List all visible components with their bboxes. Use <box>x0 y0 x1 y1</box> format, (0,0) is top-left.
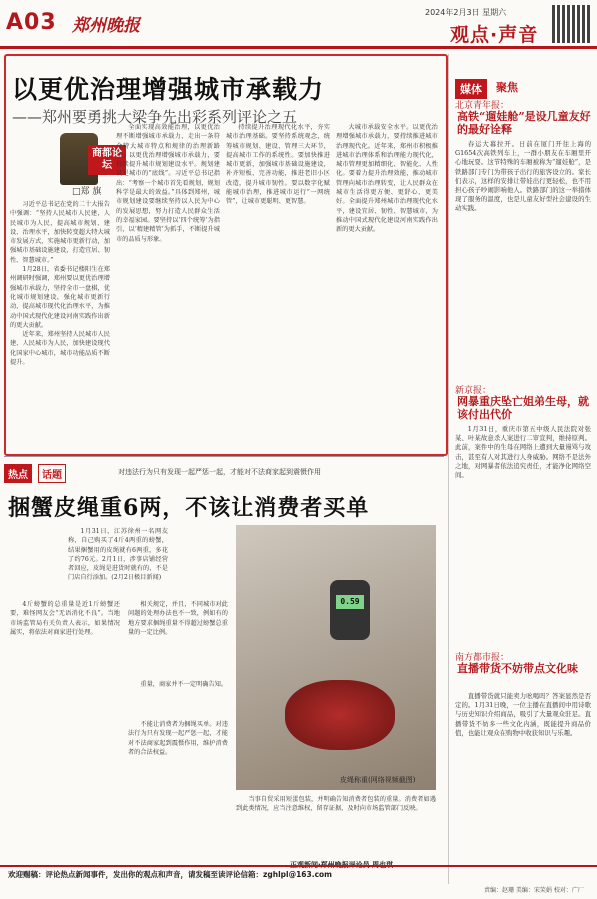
media-body <box>455 692 591 738</box>
crab-column-5 <box>236 795 436 814</box>
crab-paragraph: 不能让消费者为捆绳买单。对违法行为只有发现一起严惩一起，才能对不法商家起到震慑作用，维护消费者的合法权益。 <box>128 721 228 756</box>
crab-paragraph: 1月31日，江苏徐州一名网友称，自己购买了4斤4两重的螃蟹，结果捆蟹用的皮绳就有6两重，多花了约76元。2月1日，涉事店铺经营者回应，皮绳是进货时就有的，不是门店自行添加。(2月2日极目新闻) <box>68 528 168 582</box>
qr-code-icon <box>552 5 590 43</box>
lead-paragraph: 持续提升治理现代化水平，夯实城市治理基础。要坚持系统观念，统筹城市规划、建设、管理三大环节，提高城市工作的系统性。要加快推进城市更新，加强城市基础设施建设，补齐短板，完善功能，推进老旧小区改造，提升城市韧性。要以数字化赋能城市治理，推进城市运行“一网统管”，让城市更聪明、更智慧。 <box>226 124 330 206</box>
lead-paragraph: 1月28日，省委书记楼阳生在郑州调研时强调，郑州要以更优治理增强城市承载力，坚持全市一盘棋，优化城市规划建设，强化城市更新行动，提高城市现代化治理水平，为推动中国式现代化建设河南实践作出新的更大贡献。 <box>10 266 110 329</box>
section-title: 观点·声音 <box>450 24 539 46</box>
lead-title: 以更优治理增强城市承载力 <box>12 75 325 104</box>
crab-lead <box>68 527 168 583</box>
crab-paragraph: 重量，商家并不一定明确告知。 <box>140 681 228 688</box>
media-body <box>455 140 591 214</box>
hot-tag: 热点 <box>4 464 32 483</box>
media-tag: 媒体 <box>455 79 487 99</box>
header-date: 2024年2月3日 星期六 <box>425 8 507 17</box>
media-source: 南方都市报： <box>455 653 510 663</box>
scale-icon <box>330 580 370 640</box>
paper-name: 郑州晚报 <box>72 16 140 36</box>
header-rule <box>0 46 597 49</box>
hot-description: 对违法行为只有发现一起严惩一起，才能对不法商家起到震慑作用 <box>118 468 321 476</box>
media-source: 新京报： <box>455 386 492 396</box>
crab-icon <box>285 680 395 750</box>
lead-paragraph: 全面实现高效能治理，以更优治理不断增强城市承载力，走出一条符合特大城市特点和规律的治理新路子。以更优治理增强城市承载力，要持续提升城市规划建设水平。规划建设是城市的“底线”。习近平总书记指出：“考察一个城市首先看规划，规划科学是最大的效益。”具体到郑州，城市规划建设要继续坚持以人民为中心的发展思想，努力打造人民群众生活的幸福家园。要坚持以‘四个统筹’为指引，以‘精建精管’为抓手，不断提升城市的品质与形象。 <box>116 124 220 243</box>
footer-credit: 责编：赵珊 美编：宋笑娟 校对：广厂 <box>484 887 584 894</box>
lead-column-2 <box>116 123 220 244</box>
section-divider <box>4 456 444 457</box>
lead-column-3 <box>226 123 330 207</box>
crab-paragraph: 当事自贸采用短蛋包装，并明确告知消费者包装的重量。消费者如遇到此类情况，应当注意维权，留存证据，及时向市场监管部门反映。 <box>236 796 436 813</box>
crab-column-4 <box>128 720 228 757</box>
lead-paragraph: 近年来，郑州坚持人民城市人民建、人民城市为人民，加快建设现代化国家中心城市，城市功能品质不断提升。 <box>10 331 110 367</box>
media-paragraph: 1月31日，重庆市第五中级人民法院对张某、叶某故意杀人案进行二审宣判，维持原判。此前，案件中的生母在网络上遭到大量谩骂与攻击，甚至有人对其进行人身威胁。网络不是法外之地，对网暴者依法追究责任，才能净化网络空间。 <box>455 425 591 480</box>
media-source: 北京青年报： <box>455 101 510 111</box>
lead-author: □郑 旗 <box>72 187 102 197</box>
media-paragraph: 春运大幕拉开。日前在厦门开往上海的G1654次高铁列车上，一群小朋友在车厢里开心地玩耍。这节特殊的车厢被称为“遛娃舱”，是铁路部门专门为带孩子出行的旅客设立的。家长们表示，这样的安排让带娃出行更轻松，也不用担心孩子吵闹影响他人。铁路部门的这一举措体现了服务的温度，也是儿童友好型社会建设的生动实践。 <box>455 140 591 213</box>
media-headline: 直播带货不妨带点文化味 <box>457 662 578 675</box>
crab-column-3 <box>128 680 228 689</box>
lead-subtitle: ——郑州要勇挑大梁争先出彩系列评论之五 <box>12 108 298 126</box>
media-tag-2: 聚焦 <box>496 81 518 94</box>
lead-column-1 <box>10 200 110 367</box>
page-number: A03 <box>6 10 57 35</box>
crab-paragraph: 4斤螃蟹的总重量是近1斤螃蟹还要，难怪网友会“无语消化不良”。当地市场监管局有关负责人表示，如果情况属实，将依法对商家进行处理。 <box>10 601 120 636</box>
crab-paragraph: 相关规定，并且，不同城市对此问题的处理办法也不一致，例如有的地方要求捆绳重量不得超过螃蟹总重量的一定比例。 <box>128 601 228 636</box>
lead-paragraph: 大城市承载安全水平。以更优治理增强城市承载力，要持续推进城市治理现代化。近年来，郑州市积极推进城市治理体系和治理能力现代化，城市管理更加精细化、智能化、人性化。要着力提升治理效能，推动城市管理向城市治理转变，让人民群众在城市生活得更方便、更舒心、更美好。全面提升郑州城市治理现代化水平，建设宜居、韧性、智慧城市，为推动中国式现代化建设河南实践作出新的更大贡献。 <box>336 124 438 234</box>
media-headline: 高铁“遛娃舱”是设几童友好的最好诠释 <box>457 110 591 136</box>
media-body <box>455 425 591 480</box>
crab-photo <box>236 525 436 790</box>
footer-rule <box>0 865 597 867</box>
media-headline: 网暴重庆坠亡姐弟生母，就该付出代价 <box>457 395 589 421</box>
crab-column-1 <box>10 600 120 637</box>
crab-title: 捆蟹皮绳重6两，不该让消费者买单 <box>8 495 370 521</box>
photo-caption: 皮绳称重(网络视频截图) <box>340 776 416 784</box>
media-paragraph: 直播带货就只能卖力吆喝吗？答案显然是否定的。1月31日晚，一位主播在直播间中用诗歌与历史知识介绍商品，吸引了大量观众驻足。直播带货不妨多一些文化内涵，既能提升商品价值，也能让观众在购物中收获知识与乐趣。 <box>455 692 591 737</box>
lead-paragraph: 习近平总书记在党的二十大报告中强调：“坚持人民城市人民建，人民城市为人民，提高城市规划、建设、治理水平，加快转变超大特大城市发展方式，实施城市更新行动，加强城市基础设施建设，打造宜居、韧性、智慧城市。” <box>10 201 110 264</box>
column-divider <box>448 54 449 884</box>
footer-text: 欢迎赐稿：评论热点新闻事件，发出你的观点和声音，请发稿至读评论信箱：zghlpl@163.com <box>8 870 332 879</box>
lead-column-4 <box>336 123 438 235</box>
crab-column-2 <box>128 600 228 637</box>
scale-display: 0.59 <box>336 595 364 609</box>
column-badge: 商都论坛 <box>88 145 126 175</box>
topic-tag: 话题 <box>38 464 66 483</box>
